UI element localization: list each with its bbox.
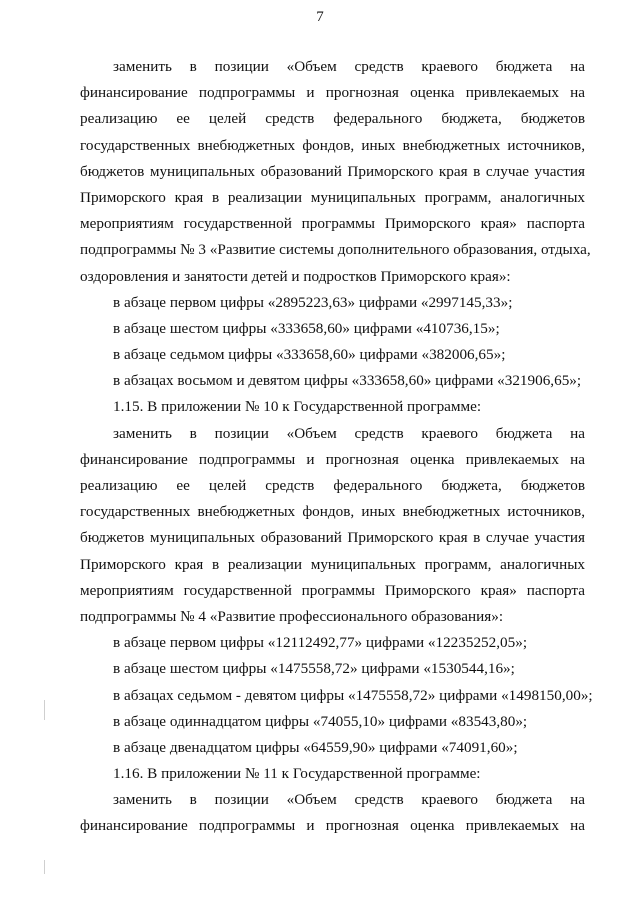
text-line: мероприятиям государственной программы Приморского края» паспорта [80,215,585,233]
page-number: 7 [316,9,324,25]
text-line: в абзаце шестом цифры «1475558,72» цифрами «1530544,16»; [113,660,515,678]
text-line: финансирование подпрограммы и прогнозная оценка привлекаемых на [80,450,585,468]
text-line: в абзаце шестом цифры «333658,60» цифрами «410736,15»; [113,319,500,337]
text-line: подпрограммы № 3 «Развитие системы дополнительного образования, отдыха, [80,241,591,259]
text-line: Приморского края в реализации муниципальных программ, аналогичных [80,188,585,206]
text-line: реализацию ее целей средств федерального бюджета, бюджетов [80,477,585,494]
text-line: в абзаце седьмом цифры «333658,60» цифрами «382006,65»; [113,346,506,364]
text-line: в абзаце двенадцатом цифры «64559,90» цифрами «74091,60»; [113,738,518,756]
text-line: финансирование подпрограммы и прогнозная оценка привлекаемых на [80,84,585,102]
text-line: финансирование подпрограммы и прогнозная оценка привлекаемых на [80,817,585,835]
text-line: 1.16. В приложении № 11 к Государственной программе: [113,765,481,783]
text-line: оздоровления и занятости детей и подростков Приморского края»: [80,267,511,285]
text-line: в абзаце первом цифры «12112492,77» цифрами «12235252,05»; [113,634,528,652]
text-line: заменить в позиции «Объем средств краевого бюджета на [113,58,585,75]
text-line: мероприятиям государственной программы Приморского края» паспорта [80,581,585,599]
text-line: 1.15. В приложении № 10 к Государственной программе: [113,398,482,416]
text-line: государственных внебюджетных фондов, иных внебюджетных источников, [80,503,585,521]
text-line: Приморского края в реализации муниципальных программ, аналогичных [80,555,585,573]
document-body [80,54,593,840]
text-line: подпрограммы № 4 «Развитие профессионального образования»: [80,607,504,625]
text-line: государственных внебюджетных фондов, иных внебюджетных источников, [80,136,585,154]
text-line: в абзацах седьмом - девятом цифры «1475558,72» цифрами «1498150,00»; [113,686,593,704]
scan-margin-mark [44,860,45,874]
text-line: заменить в позиции «Объем средств краевого бюджета на [113,424,585,442]
text-line: реализацию ее целей средств федерального бюджета, бюджетов [80,110,585,128]
text-line: бюджетов муниципальных образований Приморского края в случае участия [80,162,585,180]
scan-margin-mark [44,700,45,720]
text-line: в абзаце одиннадцатом цифры «74055,10» цифрами «83543,80»; [113,712,528,730]
text-line: заменить в позиции «Объем средств краевого бюджета на [113,791,585,809]
text-line: бюджетов муниципальных образований Приморского края в случае участия [80,529,585,547]
text-line: в абзаце первом цифры «2895223,63» цифрами «2997145,33»; [113,293,513,311]
text-line: в абзацах восьмом и девятом цифры «333658,60» цифрами «321906,65»; [113,372,582,390]
